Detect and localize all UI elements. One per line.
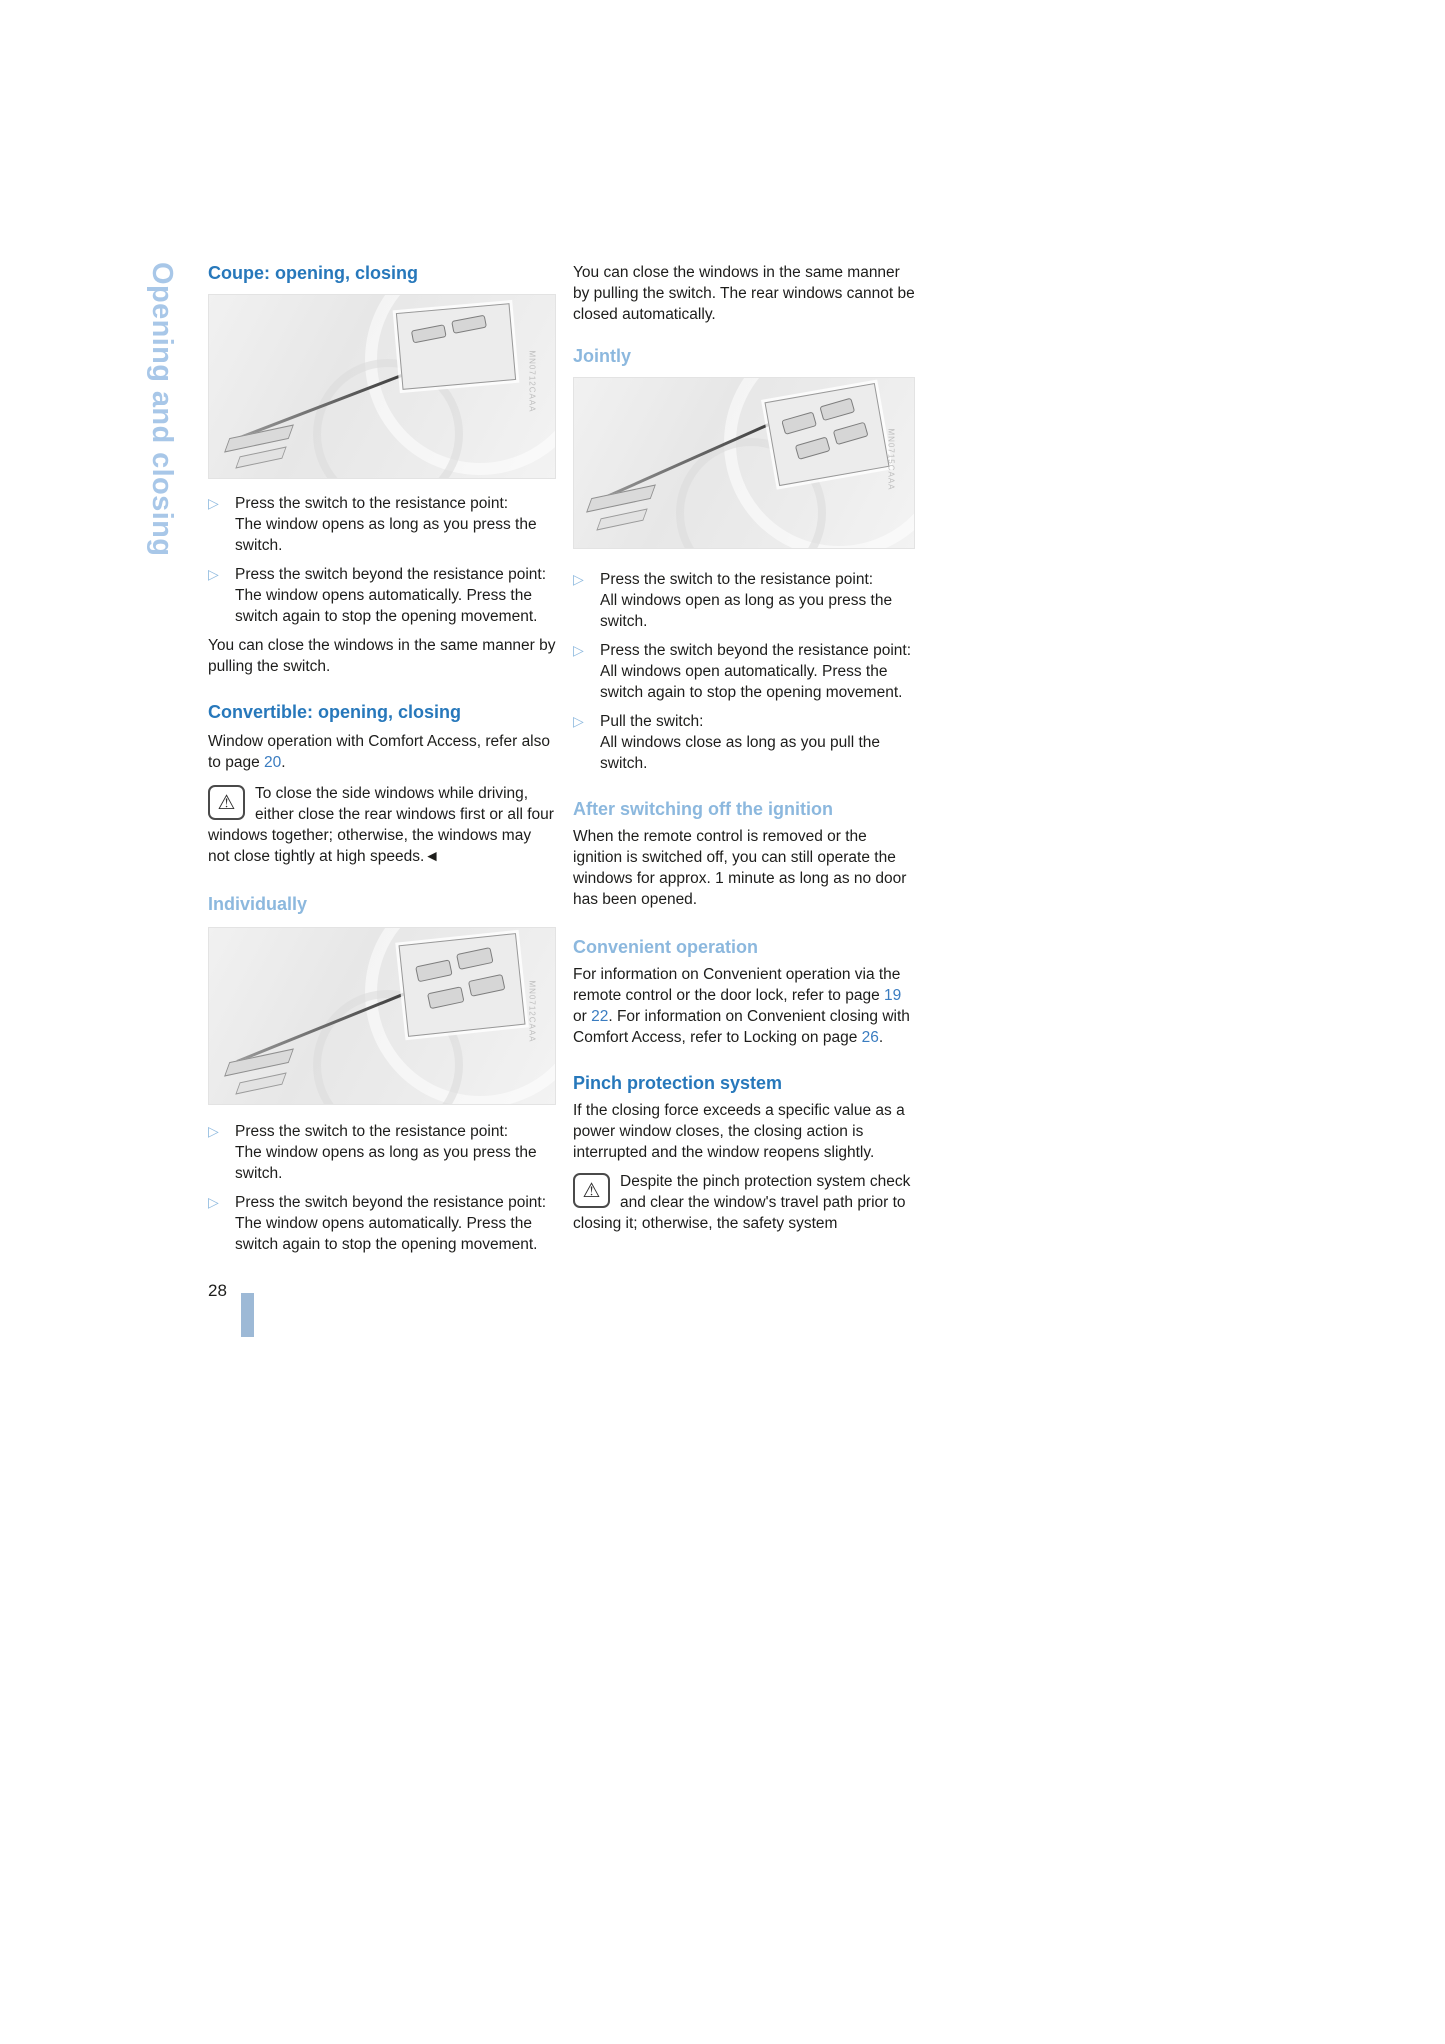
interior-photo-jointly (573, 377, 915, 549)
page-link-26[interactable]: 26 (861, 1029, 879, 1046)
triangle-bullet-icon: ▷ (208, 1123, 219, 1139)
bullet-rest: The window opens as long as you press the switch. (235, 1144, 537, 1182)
chapter-title-vertical: Opening and closing (146, 262, 178, 557)
triangle-bullet-icon: ▷ (573, 642, 584, 658)
bullet-lead: Press the switch to the resistance point: (235, 1123, 509, 1140)
section-heading-coupe: Coupe: opening, closing (208, 263, 418, 283)
right-column (573, 262, 915, 1234)
paragraph: If the closing force exceeds a specific value as a power window closes, the closing action is interrupted and the window reopens slightly. (573, 1102, 905, 1161)
bullet-rest: All windows open automatically. Press the switch again to stop the opening movement. (600, 663, 903, 701)
bullet-rest: All windows close as long as you pull the switch. (600, 734, 881, 772)
paragraph-text: For information on Convenient operation via the remote control or the door lock, refer to page (573, 966, 901, 1004)
paragraph-text: Window operation with Comfort Access, refer also to page (208, 733, 550, 771)
photo-code: MN0712CAAA (527, 980, 537, 1043)
page-footer (208, 1281, 556, 1337)
warning-block (208, 783, 556, 867)
bullet-lead: Press the switch beyond the resistance point: (235, 566, 547, 583)
warning-block (573, 1171, 915, 1234)
subheading-individually: Individually (208, 894, 308, 914)
bullet-lead: Press the switch to the resistance point: (235, 495, 509, 512)
triangle-bullet-icon: ▷ (573, 713, 584, 729)
photo-code: MN0712CAAA (527, 350, 537, 413)
list-item (208, 493, 556, 556)
list-item (573, 569, 915, 632)
triangle-bullet-icon: ▷ (208, 1194, 219, 1210)
list-item (208, 1192, 556, 1255)
page-link-19[interactable]: 19 (884, 987, 902, 1004)
paragraph-text: or (573, 1008, 592, 1025)
window-switch-button (451, 314, 487, 334)
window-switch-button (427, 986, 464, 1009)
window-switch-button (455, 946, 492, 969)
list-item (208, 1121, 556, 1184)
section-heading-convertible: Convertible: opening, closing (208, 702, 462, 722)
window-switch-button (782, 411, 818, 434)
subheading-jointly: Jointly (573, 346, 632, 366)
paragraph: You can close the windows in the same manner by pulling the switch. (208, 637, 556, 675)
page-marker-bar (241, 1293, 254, 1337)
list-item (573, 711, 915, 774)
warning-triangle-icon: ⚠ (208, 785, 245, 820)
door-switch-shape (235, 1072, 286, 1094)
window-switch-button (833, 422, 869, 445)
bullet-rest: The window opens automatically. Press the switch again to stop the opening movement. (235, 1215, 538, 1253)
window-switch-button (795, 436, 831, 459)
window-switch-inset (396, 303, 516, 390)
warning-text: Despite the pinch protection system check and clear the window's travel path prior to closing it; otherwise, the safety system (573, 1173, 911, 1232)
window-switch-inset (398, 933, 525, 1036)
paragraph: When the remote control is removed or the ignition is switched off, you can still operate the windows for approx. 1 minute as long as no door has been opened. (573, 828, 907, 908)
triangle-bullet-icon: ▷ (573, 571, 584, 587)
list-item (573, 640, 915, 703)
subheading-ignition: After switching off the ignition (573, 799, 833, 819)
photo-code: MN0715CAAA (886, 427, 896, 491)
interior-photo-coupe (208, 294, 556, 479)
page-link-22[interactable]: 22 (591, 1008, 609, 1025)
door-switch-shape (596, 508, 647, 530)
left-column (208, 262, 556, 1337)
bullet-lead: Press the switch beyond the resistance point: (235, 1194, 547, 1211)
page-number: 28 (208, 1281, 227, 1300)
bullet-rest: The window opens automatically. Press the switch again to stop the opening movement. (235, 587, 538, 625)
interior-photo-individually (208, 927, 556, 1105)
section-heading-pinch: Pinch protection system (573, 1073, 783, 1093)
paragraph: You can close the windows in the same manner by pulling the switch. The rear windows cannot be closed automatically. (573, 264, 915, 323)
bullet-lead: Press the switch beyond the resistance point: (600, 642, 912, 659)
bullet-lead: Press the switch to the resistance point: (600, 571, 874, 588)
warning-text: To close the side windows while driving, either close the rear windows first or all four windows together; otherwise, the windows may not close tightly at high speeds.◄ (208, 785, 554, 865)
paragraph-text: . (878, 1029, 884, 1046)
triangle-bullet-icon: ▷ (208, 495, 219, 511)
door-switch-shape (235, 447, 286, 469)
list-item (208, 564, 556, 627)
bullet-rest: The window opens as long as you press the switch. (235, 516, 537, 554)
subheading-convenient: Convenient operation (573, 937, 759, 957)
paragraph-text: . (281, 754, 286, 771)
page-link-20[interactable]: 20 (264, 754, 282, 771)
window-switch-button (412, 324, 448, 344)
warning-triangle-icon: ⚠ (573, 1173, 610, 1208)
window-switch-button (467, 974, 504, 997)
triangle-bullet-icon: ▷ (208, 566, 219, 582)
bullet-rest: All windows open as long as you press the switch. (600, 592, 893, 630)
window-switch-button (819, 397, 855, 420)
paragraph (573, 964, 915, 1048)
paragraph-text: . For information on Convenient closing with Comfort Access, refer to Locking on page (573, 1008, 910, 1046)
bullet-lead: Pull the switch: (600, 713, 704, 730)
window-switch-button (415, 959, 452, 982)
paragraph (208, 731, 556, 773)
